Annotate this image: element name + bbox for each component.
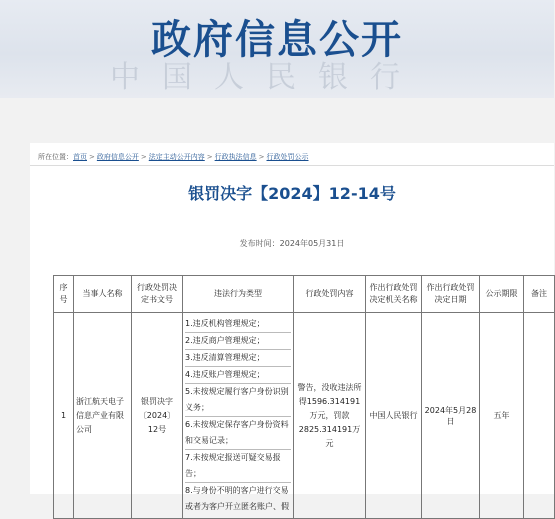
violation-item: 8.与身份不明的客户进行交易或者为客户开立匿名账户、假 xyxy=(185,486,289,511)
breadcrumb-divider xyxy=(30,165,554,166)
breadcrumb xyxy=(38,151,309,163)
document-title: 银罚决字【2024】12-14号 xyxy=(188,184,396,203)
violation-item: 5.未按规定履行客户身份识别义务； xyxy=(185,384,291,417)
header-penalty-content: 行政处罚内容 xyxy=(294,276,366,313)
breadcrumb-link-penalty[interactable]: 行政处罚公示 xyxy=(266,153,309,161)
violation-item: 6.未按规定保存客户身份资料和交易记录； xyxy=(185,417,291,450)
banner xyxy=(0,0,554,98)
header-remark: 备注 xyxy=(524,276,555,313)
violation-item: 3.违反清算管理规定； xyxy=(185,350,291,367)
header-authority: 作出行政处罚决定机关名称 xyxy=(366,276,422,313)
cell-decision-no: 银罚决字〔2024〕12号 xyxy=(132,313,183,519)
breadcrumb-link-enforcement[interactable]: 行政执法信息 xyxy=(214,153,257,161)
violation-item: 1.违反机构管理规定； xyxy=(185,316,291,333)
content-panel xyxy=(30,143,554,511)
breadcrumb-separator: > xyxy=(258,153,265,161)
cell-publicity-period: 五年 xyxy=(480,313,524,519)
cell-violations xyxy=(183,313,294,519)
breadcrumb-separator: > xyxy=(140,153,147,161)
violation-item: 4.违反账户管理规定； xyxy=(185,367,291,384)
cell-party: 浙江航天电子信息产业有限公司 xyxy=(74,313,132,519)
violation-item: 2.违反商户管理规定； xyxy=(185,333,291,350)
violation-item: 7.未按规定报送可疑交易报告； xyxy=(185,450,291,483)
cell-authority: 中国人民银行 xyxy=(366,313,422,519)
breadcrumb-link-statutory[interactable]: 法定主动公开内容 xyxy=(148,153,205,161)
cell-index: 1 xyxy=(54,313,74,519)
table-row xyxy=(54,313,555,519)
header-decision-no: 行政处罚决定书文号 xyxy=(132,276,183,313)
penalty-table xyxy=(53,275,555,519)
banner-watermark: 中国人民银行 xyxy=(110,60,422,95)
banner-title: 政府信息公开 xyxy=(151,17,403,63)
cell-decision-date: 2024年5月28日 xyxy=(422,313,480,519)
header-party: 当事人名称 xyxy=(74,276,132,313)
breadcrumb-separator: > xyxy=(206,153,213,161)
header-publicity-period: 公示期限 xyxy=(480,276,524,313)
header-index: 序号 xyxy=(54,276,74,313)
breadcrumb-link-home[interactable]: 首页 xyxy=(73,153,87,161)
breadcrumb-prefix: 所在位置： xyxy=(38,153,73,161)
header-violation-type: 违法行为类型 xyxy=(183,276,294,313)
header-decision-date: 作出行政处罚决定日期 xyxy=(422,276,480,313)
breadcrumb-separator: > xyxy=(89,153,95,161)
cell-penalty-content: 警告，没收违法所得1596.314191万元，罚款2825.314191万元 xyxy=(294,313,366,519)
cell-remark xyxy=(524,313,555,519)
publish-date: 发布时间：2024年05月31日 xyxy=(239,239,345,248)
breadcrumb-link-gov-info[interactable]: 政府信息公开 xyxy=(96,153,139,161)
table-header-row xyxy=(54,276,555,313)
